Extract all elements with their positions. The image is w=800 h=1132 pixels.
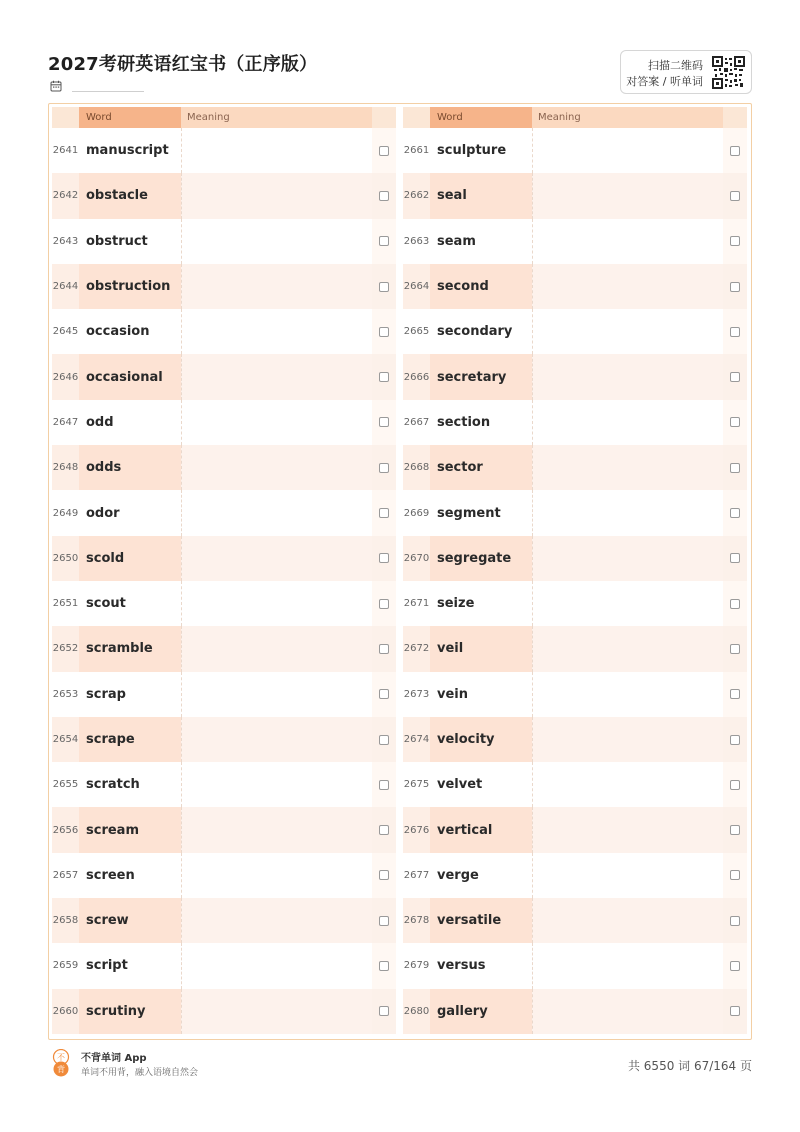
checkbox-icon[interactable] — [730, 327, 740, 337]
table-row — [403, 354, 747, 399]
checkbox-icon[interactable] — [730, 463, 740, 473]
check-cell — [372, 807, 396, 852]
table-row — [52, 445, 396, 490]
check-cell — [723, 309, 747, 354]
table-row — [52, 219, 396, 264]
table-row — [403, 309, 747, 354]
meaning-cell[interactable] — [532, 717, 723, 762]
word-text: occasional — [79, 354, 181, 399]
table-row — [52, 943, 396, 988]
table-row — [403, 219, 747, 264]
word-number: 2657 — [52, 869, 79, 881]
app-name: 不背单词 App — [81, 1053, 147, 1064]
checkbox-icon[interactable] — [379, 689, 389, 699]
table-row — [403, 626, 747, 671]
word-text: scream — [79, 807, 181, 852]
word-number: 2675 — [403, 779, 430, 791]
checkbox-icon[interactable] — [379, 508, 389, 518]
word-text: occasion — [79, 309, 181, 354]
checkbox-icon[interactable] — [730, 508, 740, 518]
meaning-cell[interactable] — [181, 354, 372, 399]
word-number: 2679 — [403, 960, 430, 972]
table-row — [52, 717, 396, 762]
meaning-cell[interactable] — [532, 807, 723, 852]
table-row — [52, 490, 396, 535]
date-underline — [72, 91, 144, 92]
word-text: vertical — [430, 807, 532, 852]
word-number: 2650 — [52, 552, 79, 564]
word-text: obstacle — [79, 173, 181, 218]
meaning-cell[interactable] — [181, 264, 372, 309]
meaning-cell[interactable] — [181, 581, 372, 626]
check-cell — [723, 400, 747, 445]
checkbox-icon[interactable] — [379, 146, 389, 156]
checkbox-icon[interactable] — [379, 191, 389, 201]
check-cell — [372, 354, 396, 399]
checkbox-icon[interactable] — [730, 1006, 740, 1016]
check-cell — [723, 219, 747, 264]
word-text: veil — [430, 626, 532, 671]
word-number: 2654 — [52, 734, 79, 745]
meaning-cell[interactable] — [181, 672, 372, 717]
word-text: sculpture — [430, 128, 532, 173]
header-word: Word — [79, 107, 181, 128]
checkbox-icon[interactable] — [730, 780, 740, 790]
check-cell — [372, 853, 396, 898]
word-number: 2658 — [52, 915, 79, 927]
checkbox-icon[interactable] — [730, 870, 740, 880]
check-cell — [723, 128, 747, 173]
checkbox-icon[interactable] — [379, 372, 389, 382]
word-text: obstruction — [79, 264, 181, 309]
table-row — [403, 853, 747, 898]
check-cell — [723, 581, 747, 626]
checkbox-icon[interactable] — [379, 236, 389, 246]
checkbox-icon[interactable] — [730, 553, 740, 563]
word-number: 2648 — [52, 462, 79, 474]
checkbox-icon[interactable] — [379, 870, 389, 880]
word-number: 2674 — [403, 734, 430, 745]
check-cell — [372, 536, 396, 581]
checkbox-icon[interactable] — [379, 553, 389, 563]
word-number: 2646 — [52, 371, 79, 383]
check-cell — [372, 762, 396, 807]
meaning-cell[interactable] — [532, 354, 723, 399]
check-cell — [723, 853, 747, 898]
word-number: 2666 — [403, 371, 430, 383]
check-cell — [372, 173, 396, 218]
table-row — [52, 173, 396, 218]
meaning-cell[interactable] — [532, 943, 723, 988]
meaning-cell[interactable] — [532, 445, 723, 490]
word-text: sector — [430, 445, 532, 490]
word-text: scrutiny — [79, 989, 181, 1034]
word-number: 2656 — [52, 824, 79, 836]
checkbox-icon[interactable] — [730, 599, 740, 609]
word-text: versus — [430, 943, 532, 988]
word-text: seize — [430, 581, 532, 626]
check-cell — [723, 490, 747, 535]
qr-caption — [626, 58, 703, 90]
check-cell — [723, 762, 747, 807]
header-word: Word — [430, 107, 532, 128]
checkbox-icon[interactable] — [730, 417, 740, 427]
checkbox-icon[interactable] — [730, 961, 740, 971]
word-text: seam — [430, 219, 532, 264]
word-number: 2642 — [52, 190, 79, 202]
check-cell — [372, 943, 396, 988]
word-number: 2680 — [403, 1005, 430, 1017]
table-row — [52, 762, 396, 807]
check-cell — [372, 309, 396, 354]
calendar-icon — [50, 80, 62, 92]
table-row — [403, 943, 747, 988]
word-number: 2671 — [403, 598, 430, 610]
word-number: 2645 — [52, 326, 79, 338]
word-text: script — [79, 943, 181, 988]
table-row — [403, 717, 747, 762]
check-cell — [372, 626, 396, 671]
checkbox-icon[interactable] — [379, 961, 389, 971]
word-number: 2659 — [52, 960, 79, 972]
check-cell — [372, 898, 396, 943]
word-number: 2662 — [403, 190, 430, 202]
word-number: 2665 — [403, 326, 430, 338]
page-title: 2027考研英语红宝书（正序版） — [48, 54, 318, 75]
word-text: scrape — [79, 717, 181, 762]
checkbox-icon[interactable] — [730, 372, 740, 382]
table-row — [403, 989, 747, 1034]
meaning-cell[interactable] — [532, 400, 723, 445]
word-text: segregate — [430, 536, 532, 581]
word-number: 2655 — [52, 779, 79, 791]
checkbox-icon[interactable] — [379, 463, 389, 473]
meaning-cell[interactable] — [532, 309, 723, 354]
word-table-right — [403, 107, 747, 1034]
table-row — [52, 989, 396, 1034]
table-row — [403, 807, 747, 852]
table-header — [52, 107, 396, 128]
table-row — [403, 490, 747, 535]
table-row — [52, 898, 396, 943]
meaning-cell[interactable] — [181, 536, 372, 581]
meaning-cell[interactable] — [181, 898, 372, 943]
header-check-cell — [723, 107, 747, 128]
word-number: 2676 — [403, 824, 430, 836]
checkbox-icon[interactable] — [379, 1006, 389, 1016]
check-cell — [723, 626, 747, 671]
word-text: scold — [79, 536, 181, 581]
table-row — [403, 128, 747, 173]
checkbox-icon[interactable] — [730, 689, 740, 699]
meaning-cell[interactable] — [181, 173, 372, 218]
qr-caption-line2: 对答案 / 听单词 — [626, 75, 703, 88]
table-row — [52, 536, 396, 581]
table-row — [403, 581, 747, 626]
word-text: obstruct — [79, 219, 181, 264]
check-cell — [372, 445, 396, 490]
table-row — [403, 536, 747, 581]
word-number: 2651 — [52, 598, 79, 610]
word-number: 2643 — [52, 235, 79, 247]
checkbox-icon[interactable] — [730, 282, 740, 292]
meaning-cell[interactable] — [532, 536, 723, 581]
meaning-cell[interactable] — [181, 762, 372, 807]
word-number: 2653 — [52, 688, 79, 700]
table-row — [403, 400, 747, 445]
meaning-cell[interactable] — [532, 264, 723, 309]
table-row — [52, 853, 396, 898]
app-logo-icon — [50, 1049, 72, 1077]
word-text: seal — [430, 173, 532, 218]
meaning-cell[interactable] — [181, 219, 372, 264]
checkbox-icon[interactable] — [379, 327, 389, 337]
word-text: vein — [430, 672, 532, 717]
word-text: screw — [79, 898, 181, 943]
check-cell — [372, 672, 396, 717]
header-check-cell — [372, 107, 396, 128]
header-number-cell — [52, 107, 79, 128]
table-row — [52, 672, 396, 717]
table-header — [403, 107, 747, 128]
word-number: 2673 — [403, 688, 430, 700]
qr-panel[interactable] — [620, 50, 752, 94]
header-meaning: Meaning — [532, 107, 723, 128]
checkbox-icon[interactable] — [730, 735, 740, 745]
word-text: manuscript — [79, 128, 181, 173]
checkbox-icon[interactable] — [379, 644, 389, 654]
meaning-cell[interactable] — [532, 128, 723, 173]
word-text: second — [430, 264, 532, 309]
meaning-cell[interactable] — [181, 309, 372, 354]
word-text: section — [430, 400, 532, 445]
word-table-left — [52, 107, 396, 1034]
word-text: scramble — [79, 626, 181, 671]
word-number: 2668 — [403, 462, 430, 474]
checkbox-icon[interactable] — [379, 599, 389, 609]
word-text: velocity — [430, 717, 532, 762]
meaning-cell[interactable] — [532, 853, 723, 898]
meaning-cell[interactable] — [532, 581, 723, 626]
check-cell — [723, 807, 747, 852]
word-text: versatile — [430, 898, 532, 943]
logo-char-top: 不 — [57, 1053, 65, 1062]
word-number: 2672 — [403, 643, 430, 655]
table-row — [52, 807, 396, 852]
word-number: 2664 — [403, 281, 430, 293]
word-text: screen — [79, 853, 181, 898]
table-row — [52, 264, 396, 309]
meaning-cell[interactable] — [181, 807, 372, 852]
table-row — [403, 264, 747, 309]
table-row — [52, 309, 396, 354]
date-field — [50, 80, 150, 94]
word-text: scratch — [79, 762, 181, 807]
word-number: 2641 — [52, 145, 79, 157]
check-cell — [372, 989, 396, 1034]
meaning-cell[interactable] — [532, 672, 723, 717]
word-text: gallery — [430, 989, 532, 1034]
meaning-cell[interactable] — [181, 490, 372, 535]
word-number: 2669 — [403, 507, 430, 519]
checkbox-icon[interactable] — [730, 191, 740, 201]
check-cell — [723, 898, 747, 943]
word-number: 2652 — [52, 643, 79, 655]
check-cell — [372, 490, 396, 535]
word-text: scrap — [79, 672, 181, 717]
word-number: 2647 — [52, 416, 79, 428]
word-number: 2644 — [52, 281, 79, 293]
word-text: segment — [430, 490, 532, 535]
table-row — [52, 400, 396, 445]
table-row — [403, 898, 747, 943]
table-row — [403, 173, 747, 218]
meaning-cell[interactable] — [181, 128, 372, 173]
word-number: 2649 — [52, 507, 79, 519]
check-cell — [372, 400, 396, 445]
checkbox-icon[interactable] — [730, 825, 740, 835]
checkbox-icon[interactable] — [730, 644, 740, 654]
word-number: 2670 — [403, 552, 430, 564]
checkbox-icon[interactable] — [379, 282, 389, 292]
word-number: 2661 — [403, 145, 430, 157]
meaning-cell[interactable] — [181, 943, 372, 988]
meaning-cell[interactable] — [532, 219, 723, 264]
table-body — [403, 128, 747, 1034]
check-cell — [372, 128, 396, 173]
meaning-cell[interactable] — [532, 762, 723, 807]
meaning-cell[interactable] — [532, 989, 723, 1034]
table-row — [52, 128, 396, 173]
meaning-cell[interactable] — [181, 717, 372, 762]
word-number: 2663 — [403, 235, 430, 247]
meaning-cell[interactable] — [532, 490, 723, 535]
word-number: 2678 — [403, 915, 430, 927]
header-meaning: Meaning — [181, 107, 372, 128]
check-cell — [723, 445, 747, 490]
meaning-cell[interactable] — [181, 989, 372, 1034]
word-text: odds — [79, 445, 181, 490]
logo-char-bottom: 背 — [57, 1065, 65, 1074]
checkbox-icon[interactable] — [379, 780, 389, 790]
meaning-cell[interactable] — [181, 853, 372, 898]
word-number: 2677 — [403, 869, 430, 881]
qr-caption-line1: 扫描二维码 — [648, 59, 703, 72]
checkbox-icon[interactable] — [379, 916, 389, 926]
word-number: 2660 — [52, 1005, 79, 1017]
page-info: 共 6550 词 67/164 页 — [627, 1059, 752, 1073]
check-cell — [723, 173, 747, 218]
checkbox-icon[interactable] — [730, 236, 740, 246]
check-cell — [723, 672, 747, 717]
check-cell — [723, 943, 747, 988]
word-number: 2667 — [403, 416, 430, 428]
check-cell — [372, 717, 396, 762]
word-text: scout — [79, 581, 181, 626]
meaning-cell[interactable] — [181, 400, 372, 445]
meaning-cell[interactable] — [532, 173, 723, 218]
word-text: odor — [79, 490, 181, 535]
table-row — [52, 354, 396, 399]
word-text: odd — [79, 400, 181, 445]
meaning-cell[interactable] — [532, 898, 723, 943]
table-row — [403, 672, 747, 717]
qr-code-icon[interactable] — [712, 56, 745, 89]
table-row — [403, 762, 747, 807]
table-row — [52, 626, 396, 671]
table-body — [52, 128, 396, 1034]
check-cell — [723, 717, 747, 762]
checkbox-icon[interactable] — [379, 735, 389, 745]
checkbox-icon[interactable] — [730, 916, 740, 926]
header-number-cell — [403, 107, 430, 128]
check-cell — [723, 536, 747, 581]
word-text: verge — [430, 853, 532, 898]
check-cell — [723, 989, 747, 1034]
check-cell — [372, 219, 396, 264]
check-cell — [723, 264, 747, 309]
word-text: secretary — [430, 354, 532, 399]
meaning-cell[interactable] — [181, 445, 372, 490]
table-row — [403, 445, 747, 490]
check-cell — [372, 581, 396, 626]
check-cell — [372, 264, 396, 309]
app-slogan: 单词不用背，融入语境自然会 — [81, 1068, 199, 1078]
check-cell — [723, 354, 747, 399]
checkbox-icon[interactable] — [379, 825, 389, 835]
checkbox-icon[interactable] — [379, 417, 389, 427]
word-text: secondary — [430, 309, 532, 354]
checkbox-icon[interactable] — [730, 146, 740, 156]
word-text: velvet — [430, 762, 532, 807]
meaning-cell[interactable] — [181, 626, 372, 671]
meaning-cell[interactable] — [532, 626, 723, 671]
table-row — [52, 581, 396, 626]
